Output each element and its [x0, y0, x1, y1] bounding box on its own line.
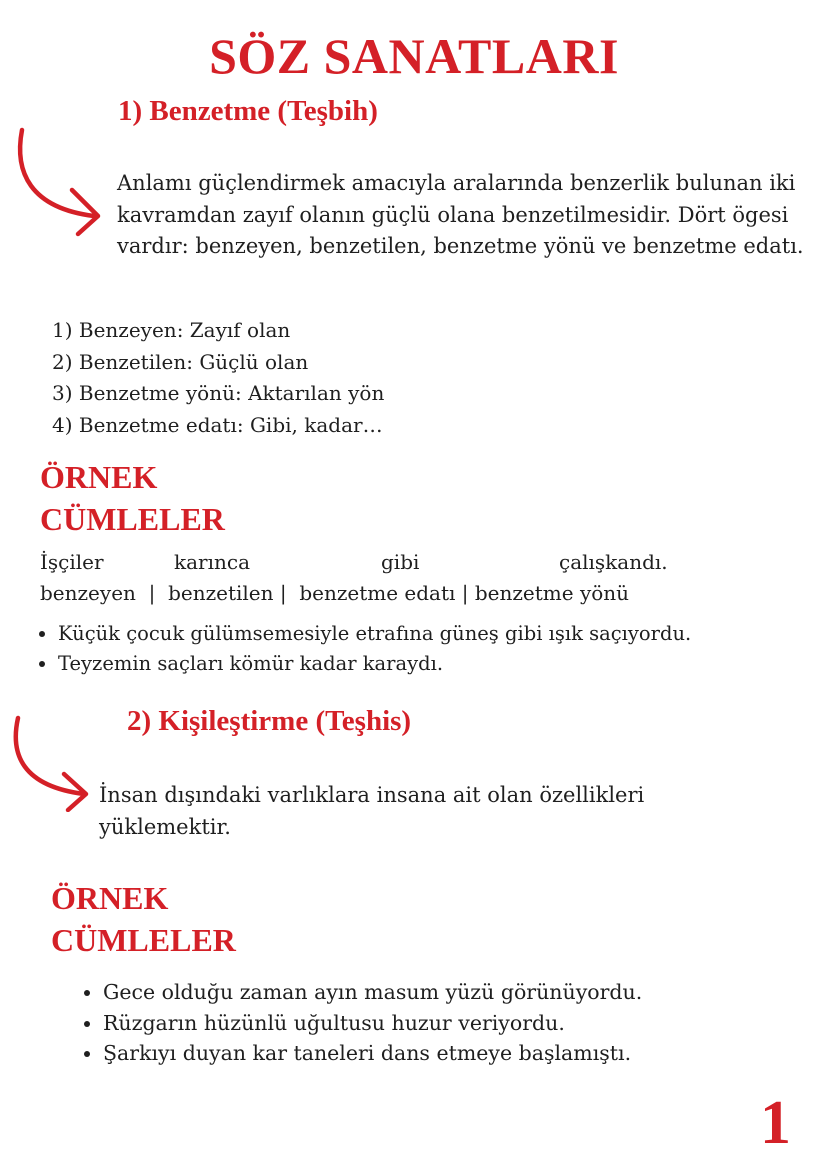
list-item: 1) Benzeyen: Zayıf olan — [52, 318, 291, 342]
analysis-labels: benzeyen | benzetilen | benzetme edatı | benzetme yönü — [40, 581, 630, 605]
analysis-word-benzetilen: karınca — [174, 550, 251, 574]
page-title: SÖZ SANATLARI — [209, 28, 619, 84]
list-item: • Şarkıyı duyan kar taneleri dans etmeye başlamıştı. — [103, 1038, 828, 1069]
list-item: • Gece olduğu zaman ayın masum yüzü görünüyordu. — [103, 977, 828, 1008]
kisilestirme-definition: İnsan dışındaki varlıklara insana ait olan özellikleri yüklemektir. — [99, 783, 645, 839]
section-heading-benzetme: 1) Benzetme (Teşbih) — [118, 95, 378, 127]
examples-heading-line: CÜMLELER — [51, 922, 236, 958]
examples-heading-line: ÖRNEK — [51, 880, 169, 916]
list-item: 2) Benzetilen: Güçlü olan — [52, 349, 309, 374]
kisilestirme-examples-list — [83, 977, 828, 1069]
analysis-word-edat: gibi — [381, 550, 420, 574]
page-number: 1 — [760, 1089, 791, 1157]
analysis-word-benzeyen: İşçiler — [40, 550, 104, 574]
analysis-word-yon: çalışkandı. — [559, 550, 668, 574]
curved-arrow-icon — [12, 122, 108, 244]
examples-heading-line: CÜMLELER — [40, 501, 225, 537]
list-item: 4) Benzetme edatı: Gibi, kadar… — [52, 412, 383, 437]
curved-arrow-icon — [8, 712, 96, 812]
benzetme-examples-list — [38, 619, 828, 678]
list-item: • Küçük çocuk gülümsemesiyle etrafına güneş gibi ışık saçıyordu. — [58, 619, 828, 649]
section-heading-kisilestirme: 2) Kişileştirme (Teşhis) — [127, 705, 412, 737]
list-item: • Rüzgarın hüzünlü uğultusu huzur veriyordu. — [103, 1008, 828, 1039]
benzetme-definition: Anlamı güçlendirmek amacıyla aralarında benzerlik bulunan iki kavramdan zayıf olanın güçlü olana benzetilmesidir. Dört ögesi vardır: benzeyen, benzetilen, benzetme yönü ve benzetme edatı. — [117, 171, 804, 258]
examples-heading-line: ÖRNEK — [40, 459, 158, 495]
examples-heading-1 — [40, 456, 225, 540]
list-item: • Teyzemin saçları kömür kadar karaydı. — [58, 649, 828, 679]
benzetme-parts-list — [52, 315, 752, 441]
list-item: 3) Benzetme yönü: Aktarılan yön — [52, 381, 385, 405]
examples-heading-2 — [51, 877, 236, 961]
